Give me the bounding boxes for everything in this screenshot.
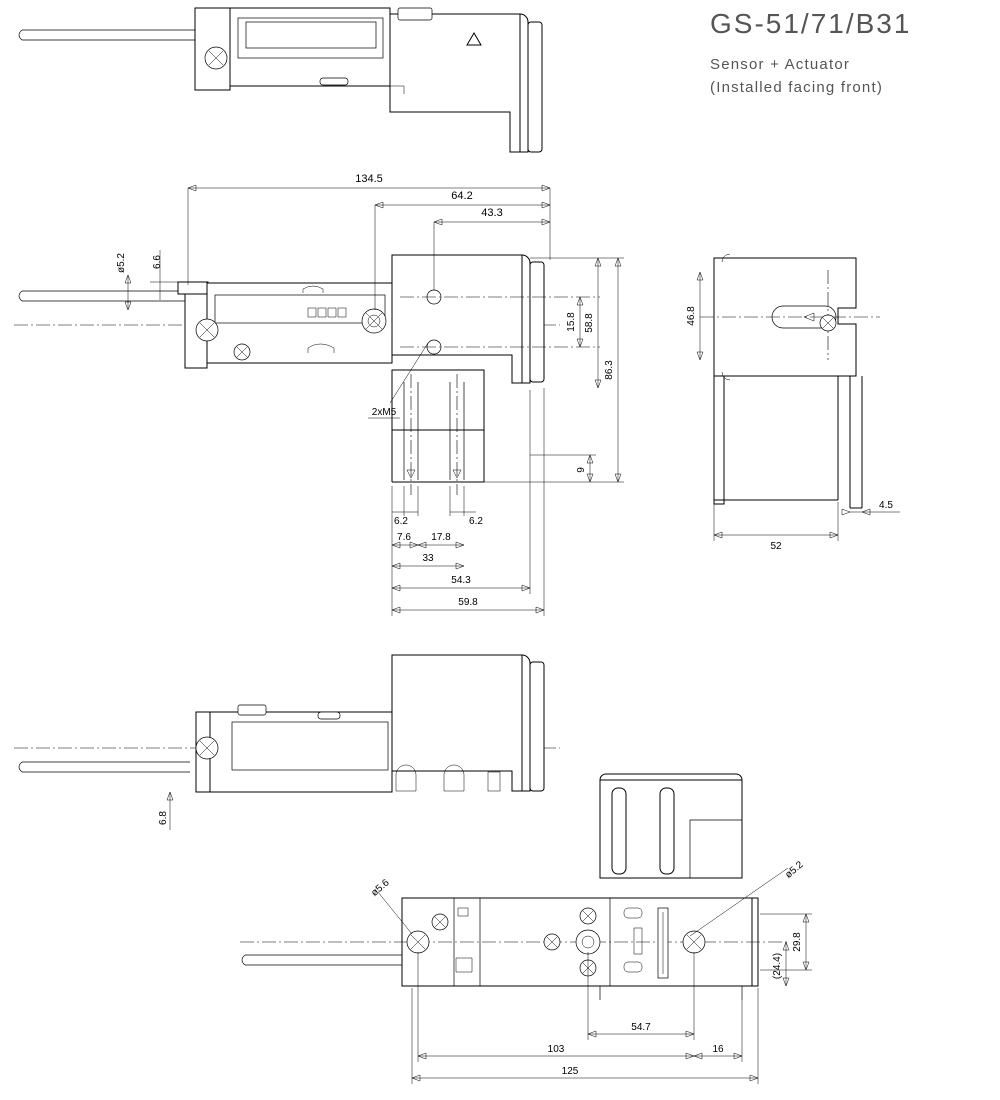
front-view-group — [14, 173, 624, 616]
dim-64-2: 64.2 — [451, 190, 473, 202]
dim-15-8: 15.8 — [566, 312, 577, 332]
side-view-group — [686, 254, 900, 552]
dim-46-8: 46.8 — [686, 306, 697, 326]
dim-29-8: 29.8 — [792, 932, 803, 952]
dim-24-4: (24.4) — [772, 952, 783, 980]
dim-33: 33 — [422, 553, 434, 564]
dim-134-5: 134.5 — [355, 173, 383, 185]
dim-6-8: 6.8 — [158, 811, 169, 825]
dim-52: 52 — [770, 541, 782, 552]
dim-125: 125 — [561, 1066, 579, 1077]
top-view-group — [19, 8, 542, 152]
dim-103: 103 — [547, 1044, 565, 1055]
dim-7-6: 7.6 — [397, 532, 411, 543]
dim-16: 16 — [712, 1044, 724, 1055]
dim-dia-5-6: ø5.6 — [369, 877, 392, 899]
dim-dia-5-2: ø5.2 — [116, 252, 127, 274]
bottom-plan-view-group — [240, 774, 812, 1084]
dim-9: 9 — [576, 467, 587, 473]
dim-6-2-left: 6.2 — [394, 516, 408, 527]
dim-4-5: 4.5 — [879, 500, 893, 511]
dim-43-3: 43.3 — [481, 207, 503, 219]
dim-6-2-right: 6.2 — [469, 516, 483, 527]
dim-59-8: 59.8 — [458, 597, 478, 608]
dim-58-8: 58.8 — [584, 313, 595, 333]
subtitle-line-2: (Installed facing front) — [710, 78, 884, 96]
dim-2xM5: 2xM5 — [371, 407, 397, 418]
subtitle-line-1: Sensor + Actuator — [710, 56, 851, 73]
dim-54-7: 54.7 — [631, 1022, 651, 1033]
dim-6-6: 6.6 — [152, 255, 163, 269]
dim-17-8: 17.8 — [431, 532, 451, 543]
dim-dia-5-2b: ø5.2 — [783, 859, 806, 881]
dim-54-3: 54.3 — [451, 575, 471, 586]
model-title: GS-51/71/B31 — [710, 8, 912, 39]
dim-86-3: 86.3 — [604, 360, 615, 380]
bottom-front-view-group — [14, 655, 560, 830]
